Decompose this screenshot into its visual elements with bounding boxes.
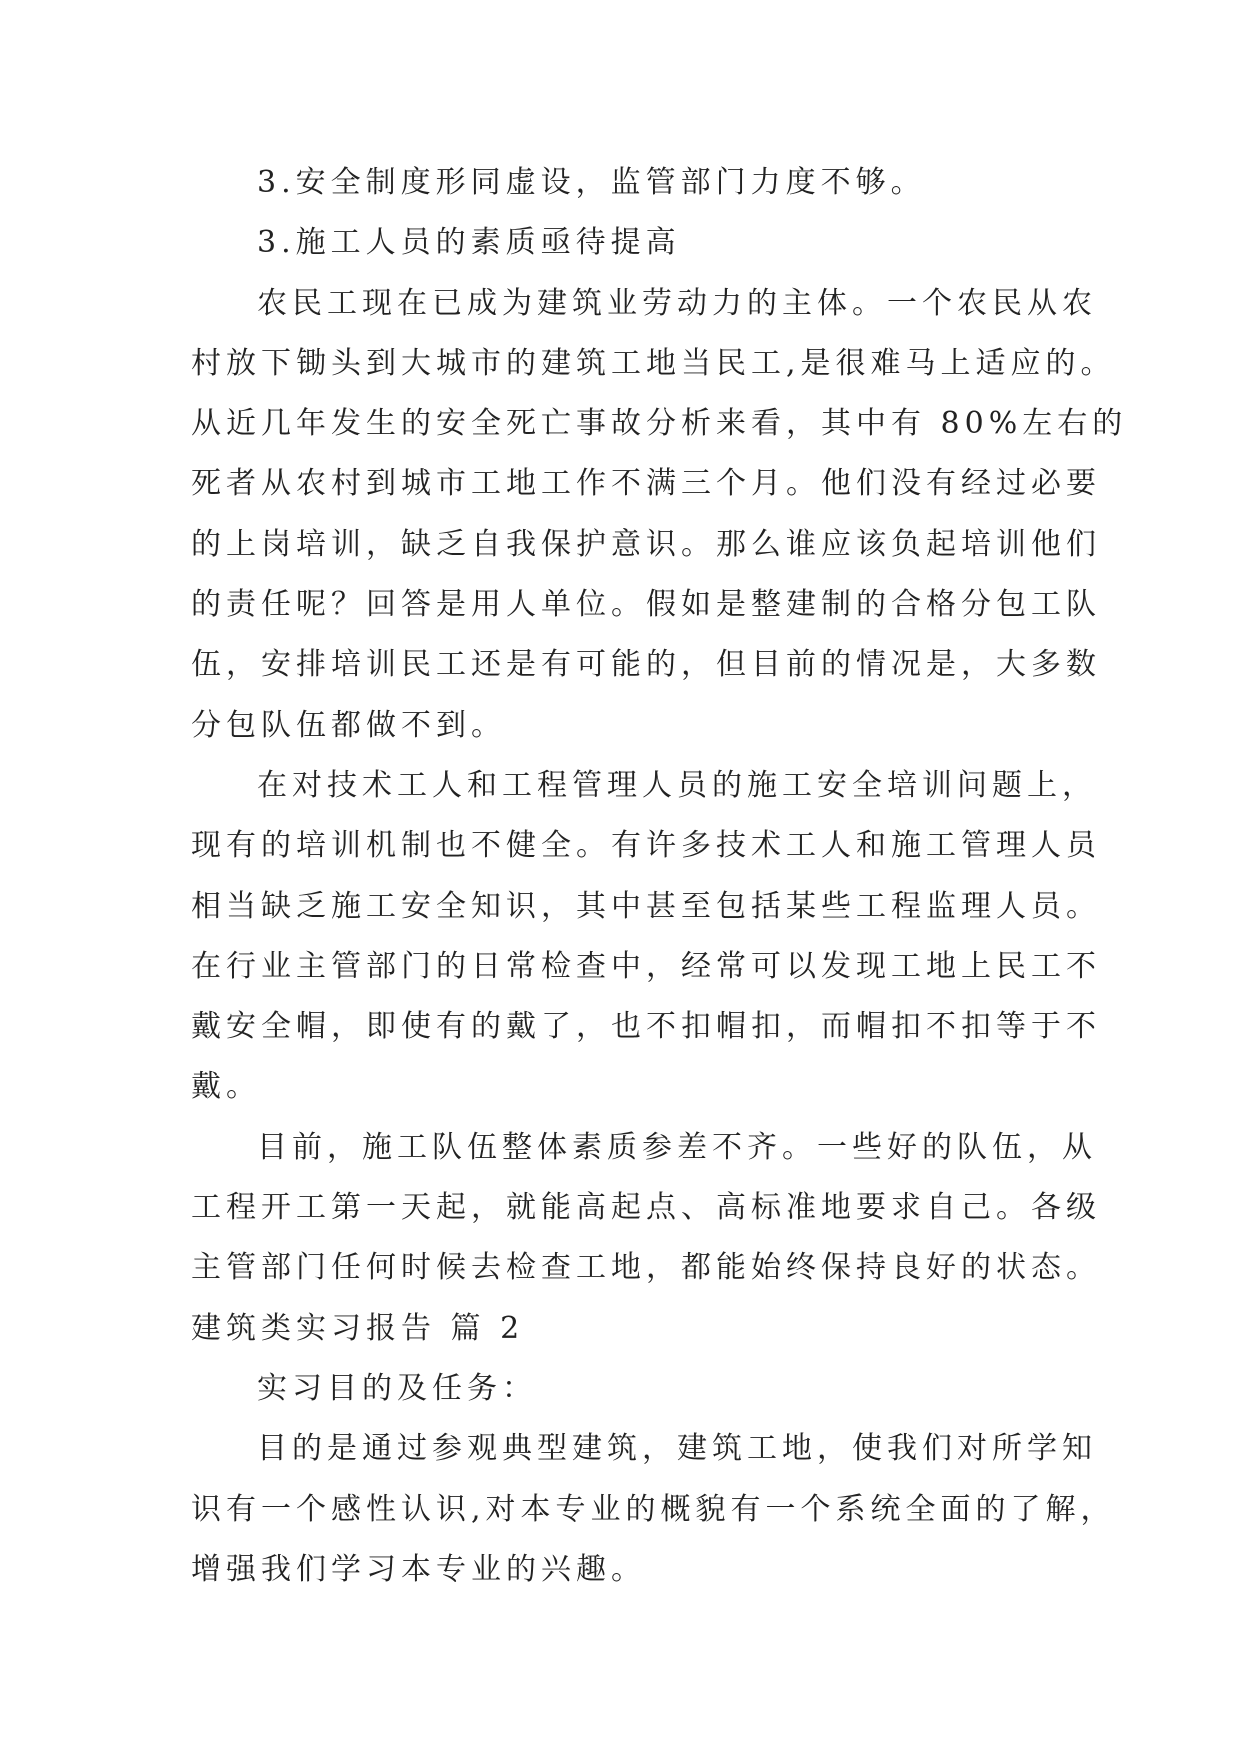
text-line: 从近几年发生的安全死亡事故分析来看，其中有 80%左右的 xyxy=(191,406,1128,442)
text-line: 目前，施工队伍整体素质参差不齐。一些好的队伍，从 xyxy=(257,1129,1097,1165)
section-heading: 实习目的及任务： xyxy=(257,1370,537,1406)
text-line: 3.安全制度形同虚设，监管部门力度不够。 xyxy=(257,165,926,200)
text-line: 死者从农村到城市工地工作不满三个月。他们没有经过必要 xyxy=(191,466,1101,502)
text-line: 伍，安排培训民工还是有可能的，但目前的情况是，大多数 xyxy=(191,647,1101,683)
text-line: 目的是通过参观典型建筑，建筑工地，使我们对所学知 xyxy=(257,1431,1097,1467)
text-line: 村放下锄头到大城市的建筑工地当民工,是很难马上适应的。 xyxy=(191,345,1116,381)
text-line: 主管部门任何时候去检查工地，都能始终保持良好的状态。 xyxy=(191,1250,1101,1286)
text-line: 在行业主管部门的日常检查中，经常可以发现工地上民工不 xyxy=(191,948,1101,984)
text-line: 戴安全帽，即使有的戴了，也不扣帽扣，而帽扣不扣等于不 xyxy=(191,1009,1101,1045)
text-line: 的上岗培训，缺乏自我保护意识。那么谁应该负起培训他们 xyxy=(191,526,1101,562)
section-heading: 3.施工人员的素质亟待提高 xyxy=(257,225,681,261)
text-line: 增强我们学习本专业的兴趣。 xyxy=(191,1551,646,1587)
text-line: 识有一个感性认识,对本专业的概貌有一个系统全面的了解， xyxy=(191,1491,1116,1527)
text-line: 农民工现在已成为建筑业劳动力的主体。一个农民从农 xyxy=(257,285,1097,321)
text-line: 分包队伍都做不到。 xyxy=(191,707,506,743)
document-body xyxy=(191,153,1128,1600)
text-line: 在对技术工人和工程管理人员的施工安全培训问题上， xyxy=(257,767,1097,803)
text-line: 工程开工第一天起，就能高起点、高标准地要求自己。各级 xyxy=(191,1190,1101,1226)
text-line: 戴。 xyxy=(191,1069,261,1105)
text-line: 的责任呢？回答是用人单位。假如是整建制的合格分包工队 xyxy=(191,587,1101,623)
text-line: 现有的培训机制也不健全。有许多技术工人和施工管理人员 xyxy=(191,828,1101,864)
text-line: 相当缺乏施工安全知识，其中甚至包括某些工程监理人员。 xyxy=(191,888,1101,924)
report-heading: 建筑类实习报告 篇 2 xyxy=(191,1310,525,1346)
